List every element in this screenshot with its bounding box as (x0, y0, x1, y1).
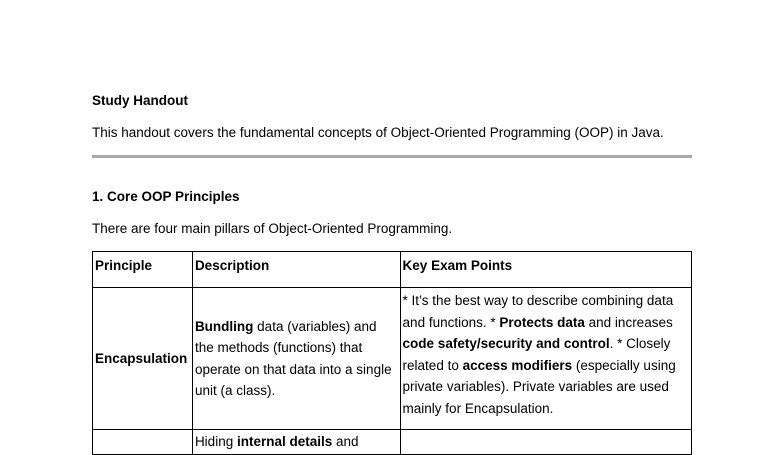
header-principle: Principle (93, 252, 193, 288)
section-title: 1. Core OOP Principles (92, 189, 240, 204)
oop-principles-table (92, 251, 692, 455)
header-description: Description (192, 252, 400, 288)
principle-cell (93, 430, 193, 455)
description-text: Hiding (194, 434, 237, 449)
key-points-text: (especially using private variables). Private variables are used mainly for Encapsulation. (402, 357, 676, 416)
key-points-bold-text: Protects data (499, 314, 585, 330)
key-points-cell (400, 288, 691, 430)
key-points-cell (400, 430, 691, 455)
header-key-exam-points: Key Exam Points (400, 252, 691, 288)
principle-cell: Encapsulation (93, 288, 193, 430)
description-cell (192, 430, 400, 455)
description-text: data (variables) and the methods (functions) that operate on that data into a single unit (a class). (194, 318, 392, 398)
key-points-text: . * Closely related to (402, 336, 671, 373)
table-row (93, 288, 692, 430)
description-text: and (332, 434, 359, 449)
key-points-bold-text: code safety/security and control (402, 336, 610, 351)
description-bold-text: Bundling (194, 318, 254, 334)
document-title: Study Handout (92, 93, 188, 108)
description-bold-text: internal details (236, 434, 333, 449)
horizontal-rule (92, 155, 692, 158)
key-points-bold-text: access modifiers (462, 357, 573, 373)
key-points-text: and increases (584, 314, 673, 330)
document-intro: This handout covers the fundamental concepts of Object-Oriented Programming (OOP) in Java. (92, 125, 664, 140)
description-cell (192, 288, 400, 430)
section-intro: There are four main pillars of Object-Oriented Programming. (92, 221, 453, 236)
key-points-text: * It’s the best way to describe combining data and functions. * (402, 293, 674, 330)
table-row (93, 430, 692, 455)
table-header-row (93, 252, 692, 288)
